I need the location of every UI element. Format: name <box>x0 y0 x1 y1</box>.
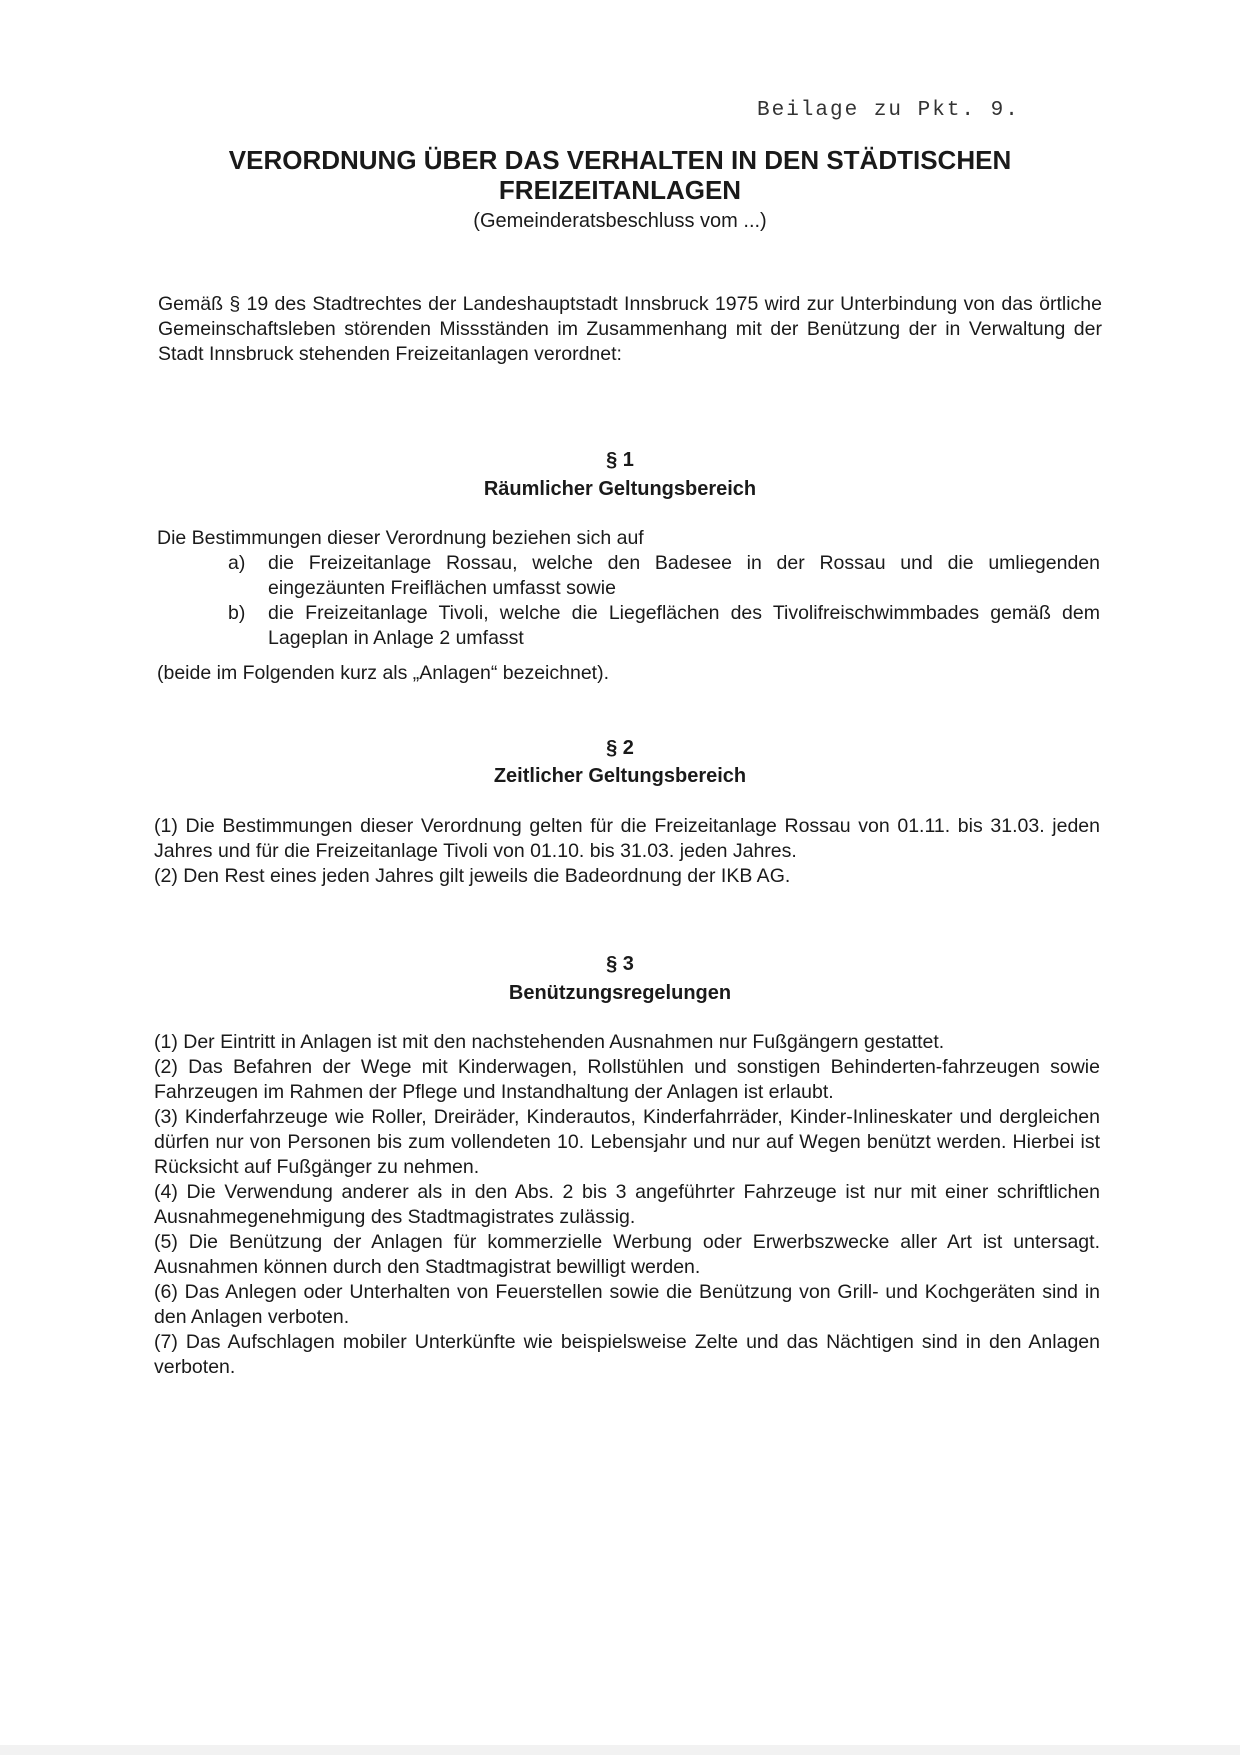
paragraph: (2) Den Rest eines jeden Jahres gilt jeweils die Badeordnung der IKB AG. <box>154 865 791 887</box>
paragraph: (7) Das Aufschlagen mobiler Unterkünfte wie beispielsweise Zelte und das Nächtigen sind in den Anlagen verboten. <box>154 1331 1100 1378</box>
paragraph: (6) Das Anlegen oder Unterhalten von Feuerstellen sowie die Benützung von Grill- und Kochgeräten sind in den Anlagen verboten. <box>154 1281 1100 1328</box>
section-3-number: § 3 <box>606 953 634 975</box>
list-marker: a) <box>228 552 246 574</box>
list-item <box>228 551 1100 601</box>
title-line-2: FREIZEITANLAGEN <box>498 175 742 205</box>
scan-edge <box>0 1745 1240 1755</box>
paragraph: (1) Die Bestimmungen dieser Verordnung gelten für die Freizeitanlage Rossau von 01.11. bis 31.03. jeden Jahres und für die Freizeitanlage Tivoli von 01.10. bis 31.03. jeden Jahres. <box>154 815 1100 862</box>
paragraph: (2) Das Befahren der Wege mit Kinderwagen, Rollstühlen und sonstigen Behinderten-fahrzeugen sowie Fahrzeugen im Rahmen der Pflege und Instandhaltung der Anlagen ist erlaubt. <box>154 1056 1100 1103</box>
document-title <box>150 145 1090 205</box>
section-1-outro: (beide im Folgenden kurz als „Anlagen“ bezeichnet). <box>157 662 609 684</box>
attachment-note: Beilage zu Pkt. 9. <box>757 99 1020 122</box>
section-1-title: Räumlicher Geltungsbereich <box>483 478 757 500</box>
paragraph: (4) Die Verwendung anderer als in den Abs. 2 bis 3 angeführter Fahrzeuge ist nur mit einer schriftlichen Ausnahmegenehmigung des Stadtmagistrates zulässig. <box>154 1181 1100 1228</box>
list-item <box>228 601 1100 651</box>
section-1-number: § 1 <box>606 449 634 471</box>
section-3-title: Benützungsregelungen <box>508 982 732 1004</box>
section-1-list <box>228 551 1100 651</box>
list-text: die Freizeitanlage Rossau, welche den Badesee in der Rossau und die umliegenden eingezäunten Freiflächen umfasst sowie <box>268 552 1100 599</box>
document-subtitle: (Gemeinderatsbeschluss vom ...) <box>473 210 767 232</box>
list-text: die Freizeitanlage Tivoli, welche die Liegeflächen des Tivolifreischwimmbades gemäß dem Lageplan in Anlage 2 umfasst <box>268 602 1100 649</box>
section-3-body <box>154 1030 1100 1380</box>
section-1-intro: Die Bestimmungen dieser Verordnung beziehen sich auf <box>157 527 644 549</box>
section-2-number: § 2 <box>606 737 634 759</box>
paragraph: (3) Kinderfahrzeuge wie Roller, Dreiräder, Kinderautos, Kinderfahrräder, Kinder-Inlineskater und dergleichen dürfen nur von Personen bis zum vollendeten 10. Lebensjahr und nur auf Wegen benützt werden. Hierbei ist Rücksicht auf Fußgänger zu nehmen. <box>154 1106 1100 1178</box>
title-line-1: VERORDNUNG ÜBER DAS VERHALTEN IN DEN STÄDTISCHEN <box>228 145 1012 175</box>
paragraph: (5) Die Benützung der Anlagen für kommerzielle Werbung oder Erwerbszwecke aller Art ist untersagt. Ausnahmen können durch den Stadtmagistrat bewilligt werden. <box>154 1231 1100 1278</box>
section-2-body <box>154 814 1100 889</box>
paragraph: (1) Der Eintritt in Anlagen ist mit den nachstehenden Ausnahmen nur Fußgängern gestattet. <box>154 1031 945 1053</box>
list-marker: b) <box>228 602 246 624</box>
preamble: Gemäß § 19 des Stadtrechtes der Landeshauptstadt Innsbruck 1975 wird zur Unterbindung von das örtliche Gemeinschaftsleben störenden Missständen im Zusammenhang mit der Benützung der in Verwaltung der Stadt Innsbruck stehenden Freizeitanlagen verordnet: <box>158 293 1102 365</box>
section-2-title: Zeitlicher Geltungsbereich <box>493 765 747 787</box>
